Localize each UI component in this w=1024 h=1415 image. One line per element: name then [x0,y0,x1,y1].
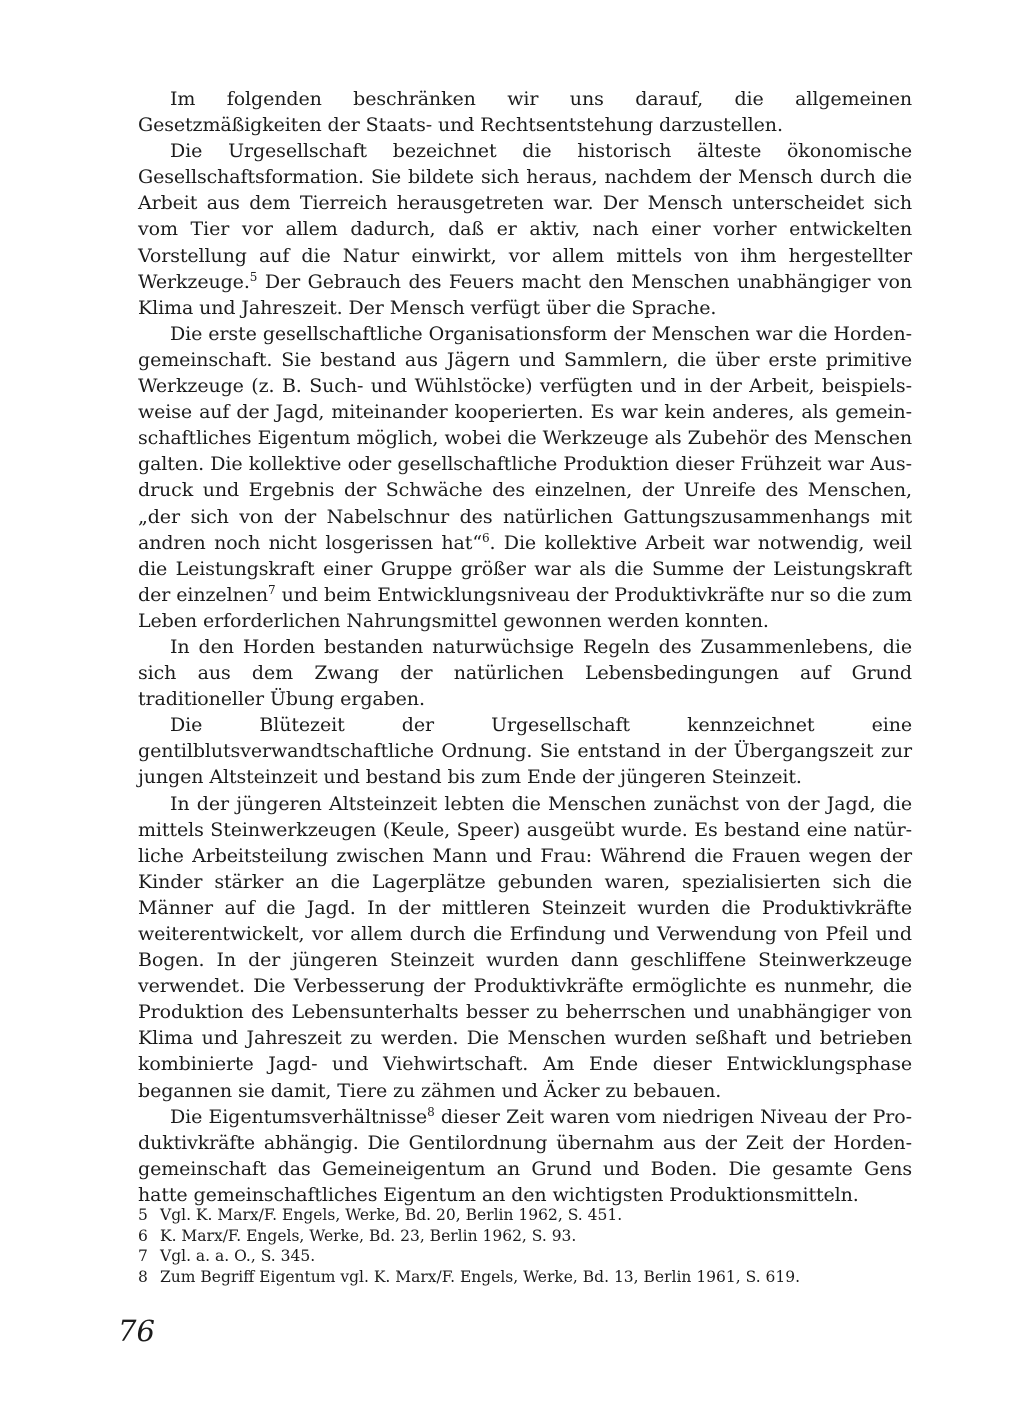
footnote-number: 6 [138,1226,148,1245]
footnote-number: 7 [138,1247,148,1265]
footnote-text: K. Marx/F. Engels, Werke, Bd. 23, Berlin 1962, S. 93. [160,1226,577,1245]
footnote-reference: 7 [267,582,276,597]
footnote [138,1246,912,1267]
footnote [138,1205,912,1226]
paragraph: In den Horden bestanden naturwüchsige Regeln des Zusammenlebens, die sich aus dem Zwang der natürlichen Lebensbedingungen auf Grund traditioneller Übung ergaben. [138,635,912,711]
footnote-reference: 8 [427,1104,435,1119]
footnote [138,1226,912,1247]
footnote-number: 8 [138,1267,148,1286]
paragraph: Die Eigentumsverhältnisse$^8$ dieser Zeit waren vom niedrigen Niveau der Produktivkräfte abhängig. Die Gentilordnung übernahm aus der Zeit der Hordengemeinschaft das Gemeineigentum an Grund und Boden. Die gesamte Gens hatte gemeinschaftliches Eigentum an den wichtigsten Produktionsmitteln. [138,1104,912,1206]
footnote-reference: 5 [249,269,258,284]
footnote-text: Vgl. a. a. O., S. 345. [160,1247,316,1265]
footnote [138,1267,912,1288]
body-text [138,86,912,1208]
footnotes [138,1205,912,1287]
footnote-reference: 6 [481,530,490,545]
paragraph: Die Blütezeit der Urgesellschaft kennzeichnet eine gentilblutsverwandtschaftliche Ordnung. Sie entstand in der Übergangszeit zur jungen Altsteinzeit und bestand bis zum Ende der jüngeren Steinzeit. [138,714,912,789]
footnote-text: Vgl. K. Marx/F. Engels, Werke, Bd. 20, Berlin 1962, S. 451. [160,1206,623,1224]
paragraph: Im folgenden beschränken wir uns darauf, die allgemeinen Gesetzmäßigkeiten der Staats- und Rechtsentstehung darzustellen. [138,88,912,137]
paragraph: Die erste gesellschaftliche Organisationsform der Menschen war die Hordengemeinschaft. Sie bestand aus Jägern und Sammlern, die über erste primitive Werkzeuge (z. B. Such- und Wühlstöcke) verfügten und in der Arbeit, beispielsweise auf der Jagd, miteinander kooperierten. Es war kein anderes, als gemeinschaftliches Eigentum möglich, wobei die Werkzeuge als Zubehör des Menschen galten. Die kollektive oder gesellschaftliche Produktion dieser Frühzeit war Ausdruck und Ergebnis der Schwäche des einzelnen, der Unreife des Menschen, „der sich von der Nabelschnur des natürlichen Gattungszusammenhangs mit andren noch nicht losgerissen hat“$^6$. Die kollektive Arbeit war notwendig, weil die Leistungskraft einer Gruppe größer war als die Summe der Leistungskraft der einzelnen$^7$ und beim Entwicklungsniveau der Produktivkräfte nur so die zum Leben erforderlichen Nahrungsmittel gewonnen werden konnten. [138,322,912,632]
paragraph: Die Urgesellschaft bezeichnet die historisch älteste ökonomische Gesellschaftsformation. Sie bildete sich heraus, nachdem der Mensch durch die Arbeit aus dem Tierreich herausgetreten war. Der Mensch unterscheidet sich vom Tier vor allem dadurch, daß er aktiv, nach einer vorher entwickelten Vorstellung auf die Natur einwirkt, vor allem mittels von ihm hergestellter Werkzeuge.$^5$ Der Gebrauch des Feuers macht den Menschen unabhängiger von Klima und Jahreszeit. Der Mensch verfügt über die Sprache. [138,140,912,319]
page-number: 76 [118,1314,155,1348]
paragraph: In der jüngeren Altsteinzeit lebten die Menschen zunächst von der Jagd, die mittels Steinwerkzeugen (Keule, Speer) ausgeübt wurde. Es bestand eine natürliche Arbeitsteilung zwischen Mann und Frau: Während die Frauen wegen der Kinder stärker an die Lagerplätze gebunden waren, spezialisierten sich die Männer auf die Jagd. In der mittleren Steinzeit wurden die Produktivkräfte weiterentwickelt, vor allem durch die Erfindung und Verwendung von Pfeil und Bogen. In der jüngeren Steinzeit wurden dann geschliffene Steinwerkzeuge verwendet. Die Verbesserung der Produktivkräfte ermöglichte es nunmehr, die Produktion des Lebensunterhalts besser zu beherrschen und unabhängiger von Klima und Jahreszeit zu werden. Die Menschen wurden seßhaft und betrieben kombinierte Jagd- und Viehwirtschaft. Am Ende dieser Entwicklungsphase begannen sie damit, Tiere zu zähmen und Äcker zu bebauen. [138,792,912,1102]
footnote-text: Zum Begriff Eigentum vgl. K. Marx/F. Engels, Werke, Bd. 13, Berlin 1961, S. 619. [160,1267,801,1286]
footnote-number: 5 [138,1206,148,1224]
